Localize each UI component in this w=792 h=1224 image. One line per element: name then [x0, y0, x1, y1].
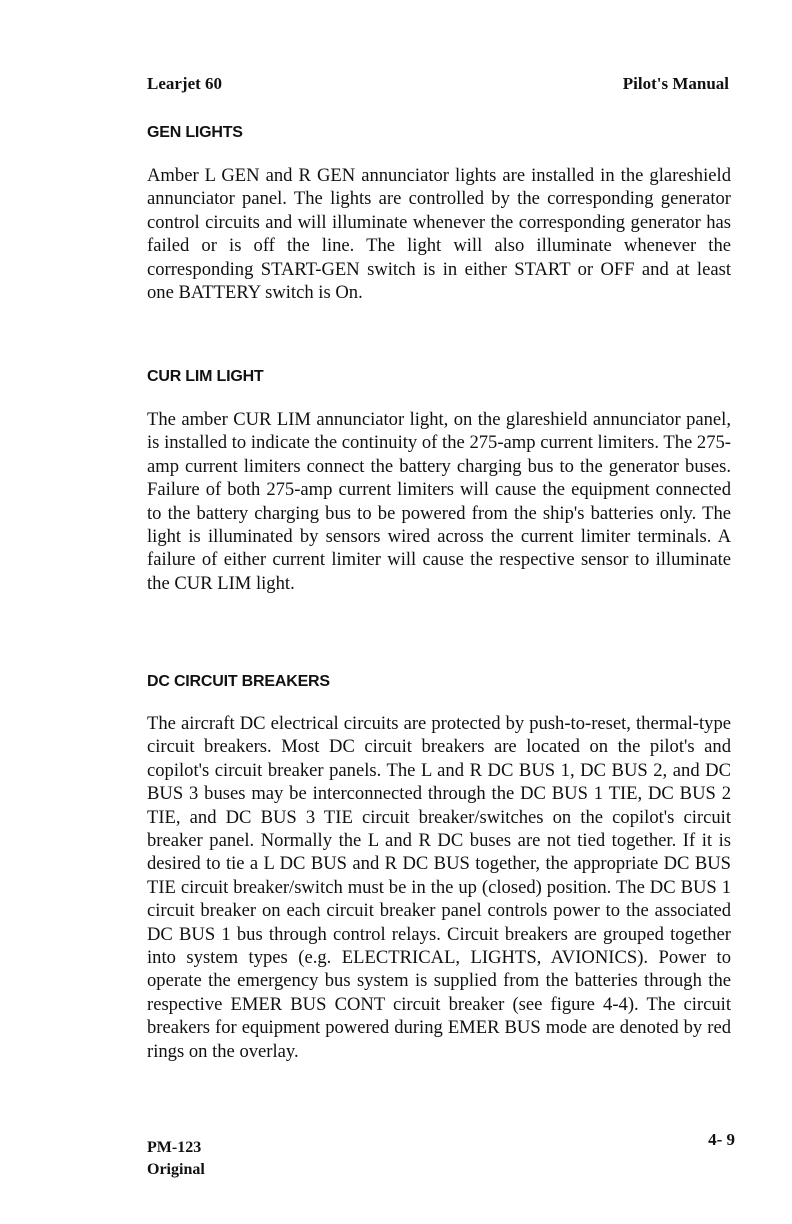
header-aircraft-title: Learjet 60 — [147, 74, 223, 93]
footer-document-number: PM-123 — [147, 1139, 202, 1156]
section-heading-dc-circuit-breakers: DC CIRCUIT BREAKERS — [147, 673, 330, 690]
footer-page-number: 4- 9 — [708, 1130, 735, 1149]
section-heading-gen-lights: GEN LIGHTS — [147, 124, 243, 141]
section-body-cur-lim-light: The amber CUR LIM annunciator light, on the glareshield annunciator panel, is installed to indicate the continuity of the 275-amp current limiters. The 275-amp current limiters connect the battery charging bus to the generator buses. Failure of both 275-amp current limiters will cause the equipment connected to the battery charging bus to be powered from the ship's batteries only. The light is illuminated by sensors wired across the current limiter terminals. A failure of either current limiter will cause the respective sensor to illuminate the CUR LIM light. — [147, 409, 731, 594]
header-manual-title: Pilot's Manual — [622, 74, 729, 93]
running-header — [147, 74, 729, 94]
footer-revision: Original — [147, 1161, 205, 1178]
section-body-gen-lights: Amber L GEN and R GEN annunciator lights are installed in the glareshield annunciator panel. The lights are controlled by the corresponding generator control circuits and will illuminate whenever the corresponding generator has failed or is off the line. The light will also illuminate whenever the corresponding START-GEN switch is in either START or OFF and at least one BATTERY switch is On. — [147, 165, 731, 304]
section-heading-cur-lim-light: CUR LIM LIGHT — [147, 368, 264, 385]
footer-document-info — [147, 1137, 205, 1181]
section-body-dc-circuit-breakers: The aircraft DC electrical circuits are protected by push-to-reset, thermal-type circuit breakers. Most DC circuit breakers are located on the pilot's and copilot's circuit breaker panels. The L and R DC BUS 1, DC BUS 2, and DC BUS 3 buses may be interconnected through the DC BUS 1 TIE, DC BUS 2 TIE, and DC BUS 3 TIE circuit breaker/switches on the copilot's circuit breaker panel. Normally the L and R DC buses are not tied together. If it is desired to tie a L DC BUS and R DC BUS together, the appropriate DC BUS TIE circuit breaker/switch must be in the up (closed) position. The DC BUS 1 circuit breaker on each circuit breaker panel controls power to the associated DC BUS 1 bus through control relays. Circuit breakers are grouped together into system types (e.g. ELECTRICAL, LIGHTS, AVIONICS). Power to operate the emergency bus system is supplied from the batteries through the respective EMER BUS CONT circuit breaker (see figure 4-4). The circuit breakers for equipment powered during EMER BUS mode are denoted by red rings on the overlay. — [147, 713, 731, 1062]
